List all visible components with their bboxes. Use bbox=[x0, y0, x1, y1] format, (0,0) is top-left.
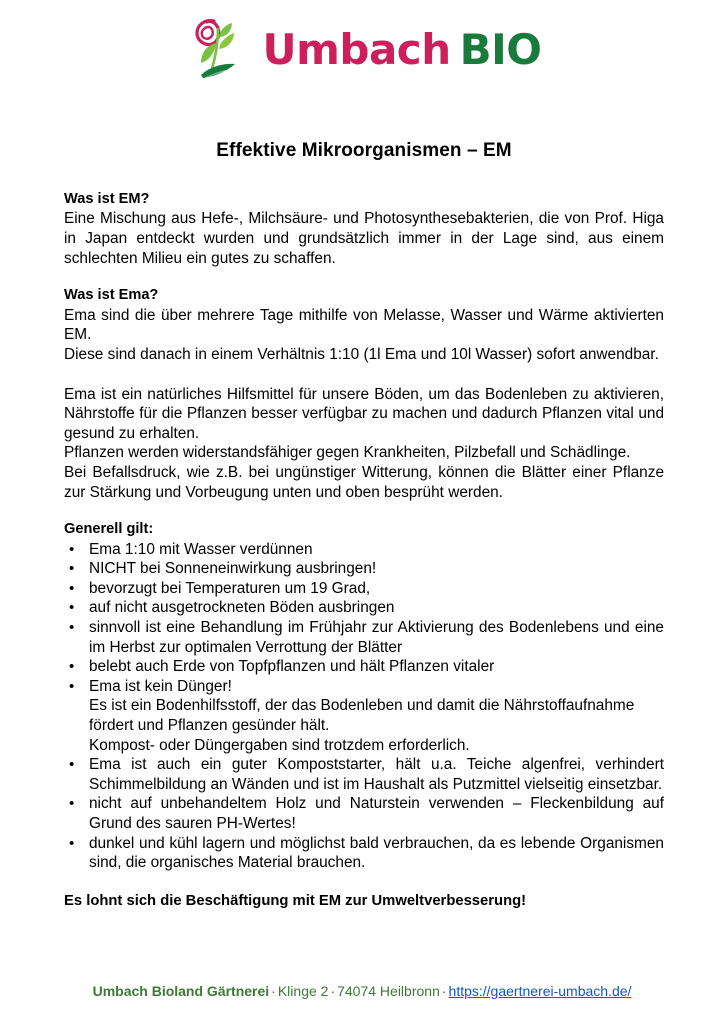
section-was-ist-ema bbox=[64, 286, 664, 364]
footer-separator: · bbox=[271, 983, 276, 999]
body-paragraph: Bei Befallsdruck, wie z.B. bei ungünstiger Witterung, können die Blätter einer Pflanze zur Stärkung und Vorbeugung unten und oben besprüht werden. bbox=[64, 463, 664, 501]
list-item-text: belebt auch Erde von Topfpflanzen und hält Pflanzen vitaler bbox=[89, 658, 495, 676]
footer-separator: · bbox=[441, 983, 447, 999]
logo-word-umbach: Umbach bbox=[262, 25, 451, 74]
guidelines-list bbox=[64, 540, 664, 873]
footer-separator: · bbox=[330, 983, 336, 999]
list-item bbox=[64, 657, 664, 677]
footer-website-link[interactable]: https://gaertnerei-umbach.de/ bbox=[448, 983, 632, 999]
body-paragraph: Ema ist ein natürliches Hilfsmittel für unsere Böden, um das Bodenleben zu aktivieren, Nährstoffe für die Pflanzen besser verfügbar zu machen und dadurch Pflanzen vital und gesund zu erhalten. bbox=[64, 385, 664, 442]
spacer bbox=[64, 268, 664, 286]
list-item bbox=[64, 834, 664, 873]
document-content bbox=[64, 163, 664, 912]
list-item bbox=[64, 794, 664, 833]
list-item-subtext: Es ist ein Bodenhilfsstoff, der das Bodenleben und damit die Nährstoffaufnahme fördert und Pflanzen gesünder hält. bbox=[89, 697, 635, 735]
list-item-text: sinnvoll ist eine Behandlung im Frühjahr zur Aktivierung des Bodenlebens und eine im Herbst zur optimalen Verrottung der Blätter bbox=[89, 619, 664, 656]
list-item-text: Ema 1:10 mit Wasser verdünnen bbox=[89, 540, 313, 558]
list-item-text: Ema ist auch ein guter Kompoststarter, hält u.a. Teiche algenfrei, verhindert Schimmelbildung an Wänden und ist im Haushalt als Putzmittel vielseitig einsetzbar. bbox=[89, 756, 664, 793]
list-item bbox=[64, 677, 664, 755]
list-item-text: NICHT bei Sonneneinwirkung ausbringen! bbox=[89, 560, 377, 578]
tulip-flower-icon bbox=[187, 15, 253, 85]
closing-statement: Es lohnt sich die Beschäftigung mit EM zur Umweltverbesserung! bbox=[64, 892, 527, 909]
list-heading: Generell gilt: bbox=[64, 521, 154, 538]
section-paragraph: Eine Mischung aus Hefe-, Milchsäure- und Photosynthesebakterien, die von Prof. Higa in Japan entdeckt wurden und grundsätzlich immer in der Lage sind, aus einem schlechten Milieu ein gutes zu schaffen. bbox=[64, 210, 664, 267]
section-paragraph: Ema sind die über mehrere Tage mithilfe von Melasse, Wasser und Wärme aktivierten EM. bbox=[64, 306, 664, 344]
logo-wordmark bbox=[262, 25, 542, 74]
spacer bbox=[64, 502, 664, 520]
list-item bbox=[64, 579, 664, 599]
footer-business-name: Umbach Bioland Gärtnerei bbox=[92, 983, 270, 999]
list-item-text: Ema ist kein Dünger! bbox=[89, 677, 232, 695]
section-generell-gilt bbox=[64, 520, 664, 873]
list-item bbox=[64, 755, 664, 794]
company-logo bbox=[64, 0, 664, 74]
list-item bbox=[64, 540, 664, 560]
section-paragraph: Diese sind danach in einem Verhältnis 1:10 (1l Ema und 10l Wasser) sofort anwendbar. bbox=[64, 345, 659, 363]
list-item bbox=[64, 559, 664, 579]
section-heading: Was ist EM? bbox=[64, 190, 150, 207]
page-title: Effektive Mikroorganismen – EM bbox=[216, 140, 512, 161]
list-item bbox=[64, 618, 664, 657]
section-benefits bbox=[64, 385, 664, 503]
logo-word-bio: BIO bbox=[459, 25, 542, 74]
body-paragraph: Pflanzen werden widerstandsfähiger gegen Krankheiten, Pilzbefall und Schädlinge. bbox=[64, 444, 631, 462]
list-item-subtext: Kompost- oder Düngergaben sind trotzdem erforderlich. bbox=[89, 736, 470, 754]
section-heading: Was ist Ema? bbox=[64, 287, 159, 304]
list-item bbox=[64, 598, 664, 618]
footer bbox=[0, 982, 724, 1000]
list-item-text: bevorzugt bei Temperaturen um 19 Grad, bbox=[89, 579, 371, 597]
section-was-ist-em bbox=[64, 190, 664, 268]
footer-city: 74074 Heilbronn bbox=[337, 983, 440, 999]
list-item-text: nicht auf unbehandeltem Holz und Naturstein verwenden – Fleckenbildung auf Grund des sauren PH-Wertes! bbox=[89, 795, 664, 833]
list-item-text: dunkel und kühl lagern und möglichst bald verbrauchen, da es lebende Organismen sind, die organisches Material brauchen. bbox=[89, 834, 664, 872]
list-item-text: auf nicht ausgetrockneten Böden ausbringen bbox=[89, 599, 395, 617]
footer-street: Klinge 2 bbox=[277, 983, 329, 999]
spacer bbox=[64, 365, 664, 385]
